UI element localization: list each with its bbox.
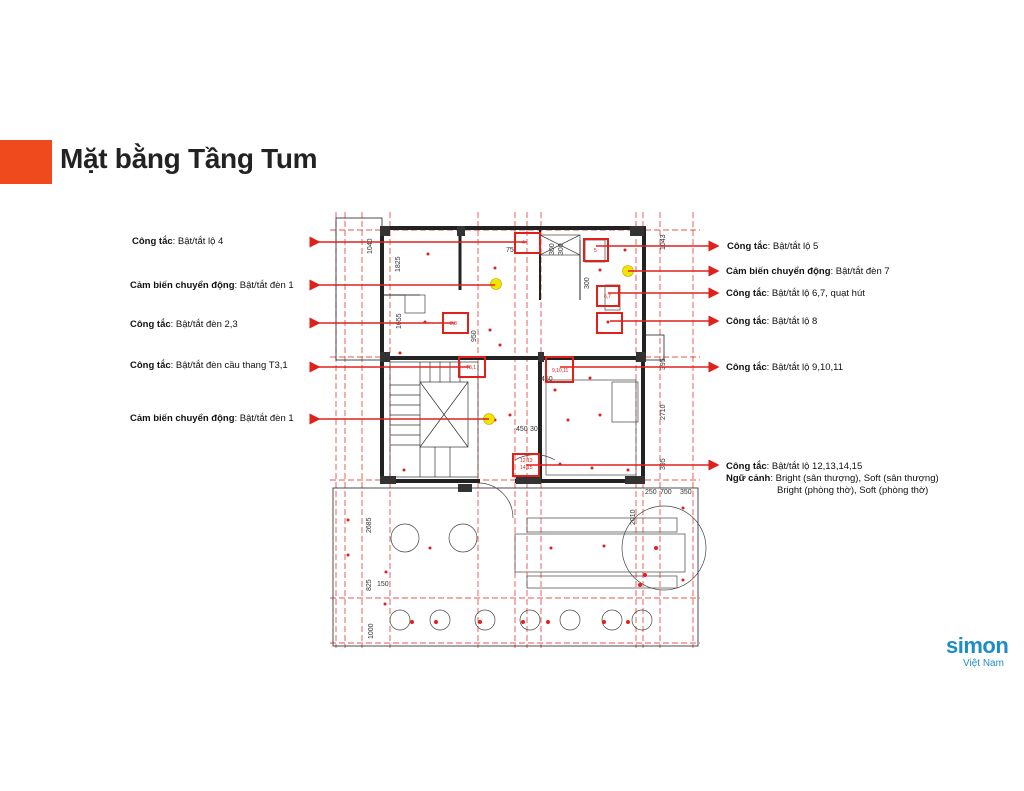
scene-line-2: Bright (phòng thờ), Soft (phòng thờ) [777, 485, 929, 496]
annotation-label: Công tắc [726, 362, 767, 373]
annotation-label: Công tắc [726, 316, 767, 327]
dim-text: 825 [366, 579, 373, 591]
dim-text: 1825 [395, 256, 402, 272]
dim-text: 2685 [366, 517, 373, 533]
annotation-label: Công tắc [726, 288, 767, 299]
annotation-left-3 [130, 319, 238, 331]
dim-text: 75 [506, 247, 514, 254]
annotation-right-2 [726, 266, 890, 278]
dim-text: 450 [516, 426, 528, 433]
motion-sensor-icons [484, 266, 634, 425]
scene-line-1: : Bright (sân thượng), Soft (sân thượng) [770, 473, 939, 484]
annotation-label: Công tắc [132, 236, 173, 247]
logo-name: simon [946, 633, 1009, 658]
dim-text: 1043 [660, 234, 667, 250]
dim-text: 300 [549, 243, 556, 255]
dim-text: 2010 [630, 509, 637, 525]
annotation-text: : Bật/tắt lộ 8 [766, 316, 818, 327]
annotation-text: : Bật/tắt lộ 5 [767, 241, 819, 252]
annotation-left-2 [130, 280, 294, 292]
annotation-text: : Bật/tắt đèn 1 [234, 280, 294, 291]
dim-text: 1000 [368, 623, 375, 639]
annotation-left-4 [130, 360, 288, 372]
annotation-text: : Bật/tắt đèn 1 [234, 413, 294, 424]
annotation-text: : Bật/tắt lộ 12,13,14,15 [766, 461, 863, 472]
svg-text:5: 5 [594, 248, 597, 254]
annotation-text: : Bật/tắt lộ 6,7, quạt hút [766, 288, 865, 299]
annotation-text: : Bật/tắt lộ 9,10,11 [766, 362, 844, 373]
switch-codes [450, 240, 611, 471]
annotation-right-6 [726, 461, 939, 497]
svg-text:9,10,11: 9,10,11 [552, 368, 569, 374]
annotation-left-5 [130, 413, 294, 425]
svg-text:6,7: 6,7 [604, 294, 611, 300]
dim-text: 950 [471, 330, 478, 342]
dim-text: 150 [377, 581, 389, 588]
dim-text: 1040 [367, 238, 374, 254]
annotation-label: Công tắc [130, 319, 171, 330]
annotation-right-5 [726, 362, 843, 374]
annotation-right-1 [727, 241, 818, 253]
annotation-label: Công tắc [727, 241, 768, 252]
annotation-label: Cảm biến chuyển động [726, 266, 831, 277]
svg-text:2,3: 2,3 [450, 321, 457, 327]
dim-text: 700 [660, 489, 672, 496]
furniture [390, 235, 706, 630]
dim-text: 450 [541, 376, 553, 383]
dim-text: 350 [680, 489, 692, 496]
scene-label: Ngữ cảnh [726, 473, 771, 484]
dim-text: 250 [645, 489, 657, 496]
dim-text: 1655 [396, 313, 403, 329]
annotation-left-1 [132, 236, 223, 248]
dim-text: 2710 [660, 404, 667, 420]
light-markers [347, 249, 685, 625]
dim-text: 300 [558, 243, 565, 255]
svg-text:T3,1: T3,1 [466, 365, 477, 371]
dim-text: 395 [660, 358, 667, 370]
svg-text:12,13: 12,13 [520, 458, 533, 464]
dim-text: 395 [660, 458, 667, 470]
annotation-label: Công tắc [726, 461, 767, 472]
dim-text: 300 [530, 426, 542, 433]
annotation-text: : Bật/tắt đèn 2,3 [170, 319, 238, 330]
dim-text: 300 [584, 277, 591, 289]
annotation-label: Cảm biến chuyển động [130, 413, 235, 424]
annotation-right-3 [726, 288, 865, 300]
simon-logo [946, 634, 1016, 670]
logo-subtitle: Việt Nam [963, 658, 1004, 669]
annotation-label: Công tắc [130, 360, 171, 371]
slide-title: Mặt bằng Tầng Tum [60, 143, 318, 174]
svg-text:14,15: 14,15 [520, 465, 533, 471]
annotation-right-4 [726, 316, 817, 328]
annotation-text: : Bật/tắt đèn 7 [830, 266, 890, 277]
annotation-text: : Bật/tắt lộ 4 [172, 236, 224, 247]
annotation-text: : Bật/tắt đèn cầu thang T3,1 [170, 360, 288, 371]
svg-text:4: 4 [522, 240, 525, 246]
switch-boxes [443, 233, 622, 476]
annotation-label: Cảm biến chuyển động [130, 280, 235, 291]
